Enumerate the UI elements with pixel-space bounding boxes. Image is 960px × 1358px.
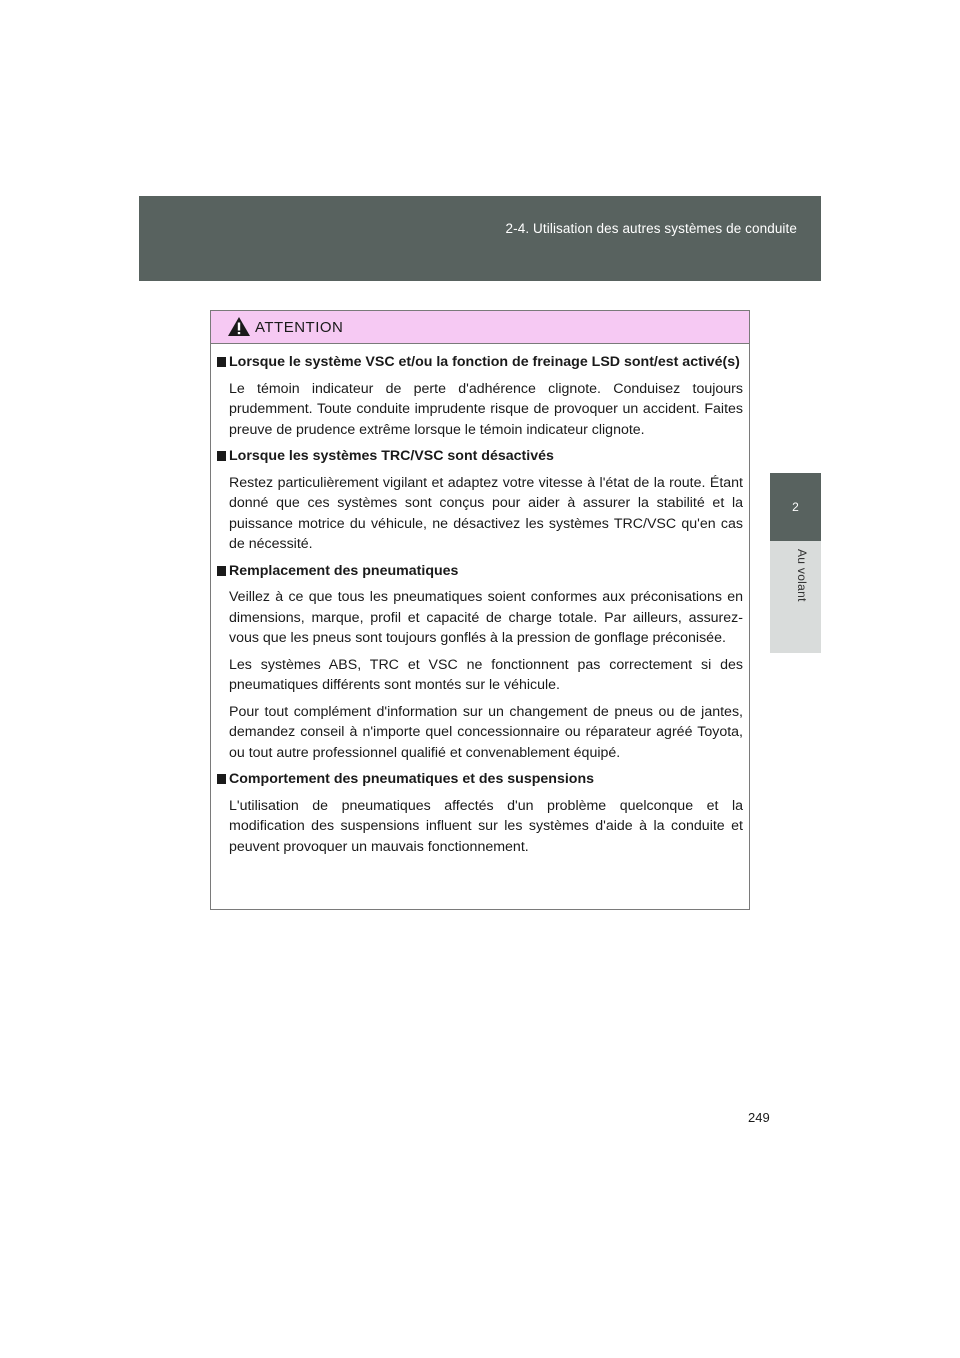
square-bullet-icon xyxy=(217,566,226,576)
section-paragraph: Les systèmes ABS, TRC et VSC ne fonctionnent pas correctement si des pneumatiques différents sont montés sur le véhicule. xyxy=(229,656,743,693)
section-paragraph: Restez particulièrement vigilant et adaptez votre vitesse à l'état de la route. Étant donné que ces systèmes sont conçus pour aider à assurer la stabilité et la puissance motrice du véhicule, ne désactivez les systèmes TRC/VSC qu'en cas de nécessité. xyxy=(229,474,743,552)
warning-section xyxy=(217,446,743,555)
section-heading: Remplacement des pneumatiques xyxy=(217,561,743,582)
warning-title: ATTENTION xyxy=(255,319,344,336)
section-heading: Lorsque les systèmes TRC/VSC sont désactivés xyxy=(217,446,743,467)
section-paragraph: Le témoin indicateur de perte d'adhérence clignote. Conduisez toujours prudemment. Toute conduite imprudente risque de provoquer un accident. Faites preuve de prudence extrême lorsque le témoin indicateur clignote. xyxy=(229,380,743,438)
warning-box xyxy=(210,310,750,910)
chapter-tab-label-area xyxy=(770,541,821,653)
section-paragraph: Pour tout complément d'information sur un changement de pneus ou de jantes, demandez conseil à n'importe quel concessionnaire ou réparateur agréé Toyota, ou tout autre professionnel qualifié et convenablement équipé. xyxy=(229,703,743,761)
section-heading: Comportement des pneumatiques et des suspensions xyxy=(217,769,743,790)
warning-section xyxy=(217,561,743,764)
warning-header xyxy=(211,311,749,344)
square-bullet-icon xyxy=(217,357,226,367)
section-paragraph: Veillez à ce que tous les pneumatiques soient conformes aux préconisations en dimensions, marque, profil et capacité de charge totale. Par ailleurs, assurez-vous que les pneus sont toujours gonflés à la pression de gonflage préconisée. xyxy=(229,589,743,646)
page-number: 249 xyxy=(748,1110,770,1125)
square-bullet-icon xyxy=(217,451,226,461)
section-title: 2-4. Utilisation des autres systèmes de conduite xyxy=(505,221,797,236)
chapter-tab xyxy=(770,473,821,541)
square-bullet-icon xyxy=(217,774,226,784)
warning-section xyxy=(217,769,743,857)
chapter-label: Au volant xyxy=(795,549,809,602)
section-heading: Lorsque le système VSC et/ou la fonction de freinage LSD sont/est activé(s) xyxy=(217,352,743,373)
section-paragraph: L'utilisation de pneumatiques affectés d'un problème quelconque et la modification des suspensions influent sur les systèmes d'aide à la conduite et peuvent provoquer un mauvais fonctionnement. xyxy=(229,797,743,855)
warning-triangle-icon xyxy=(227,316,251,337)
warning-section xyxy=(217,352,743,440)
header-band xyxy=(139,196,821,281)
warning-body xyxy=(211,344,749,857)
chapter-number: 2 xyxy=(792,500,799,514)
